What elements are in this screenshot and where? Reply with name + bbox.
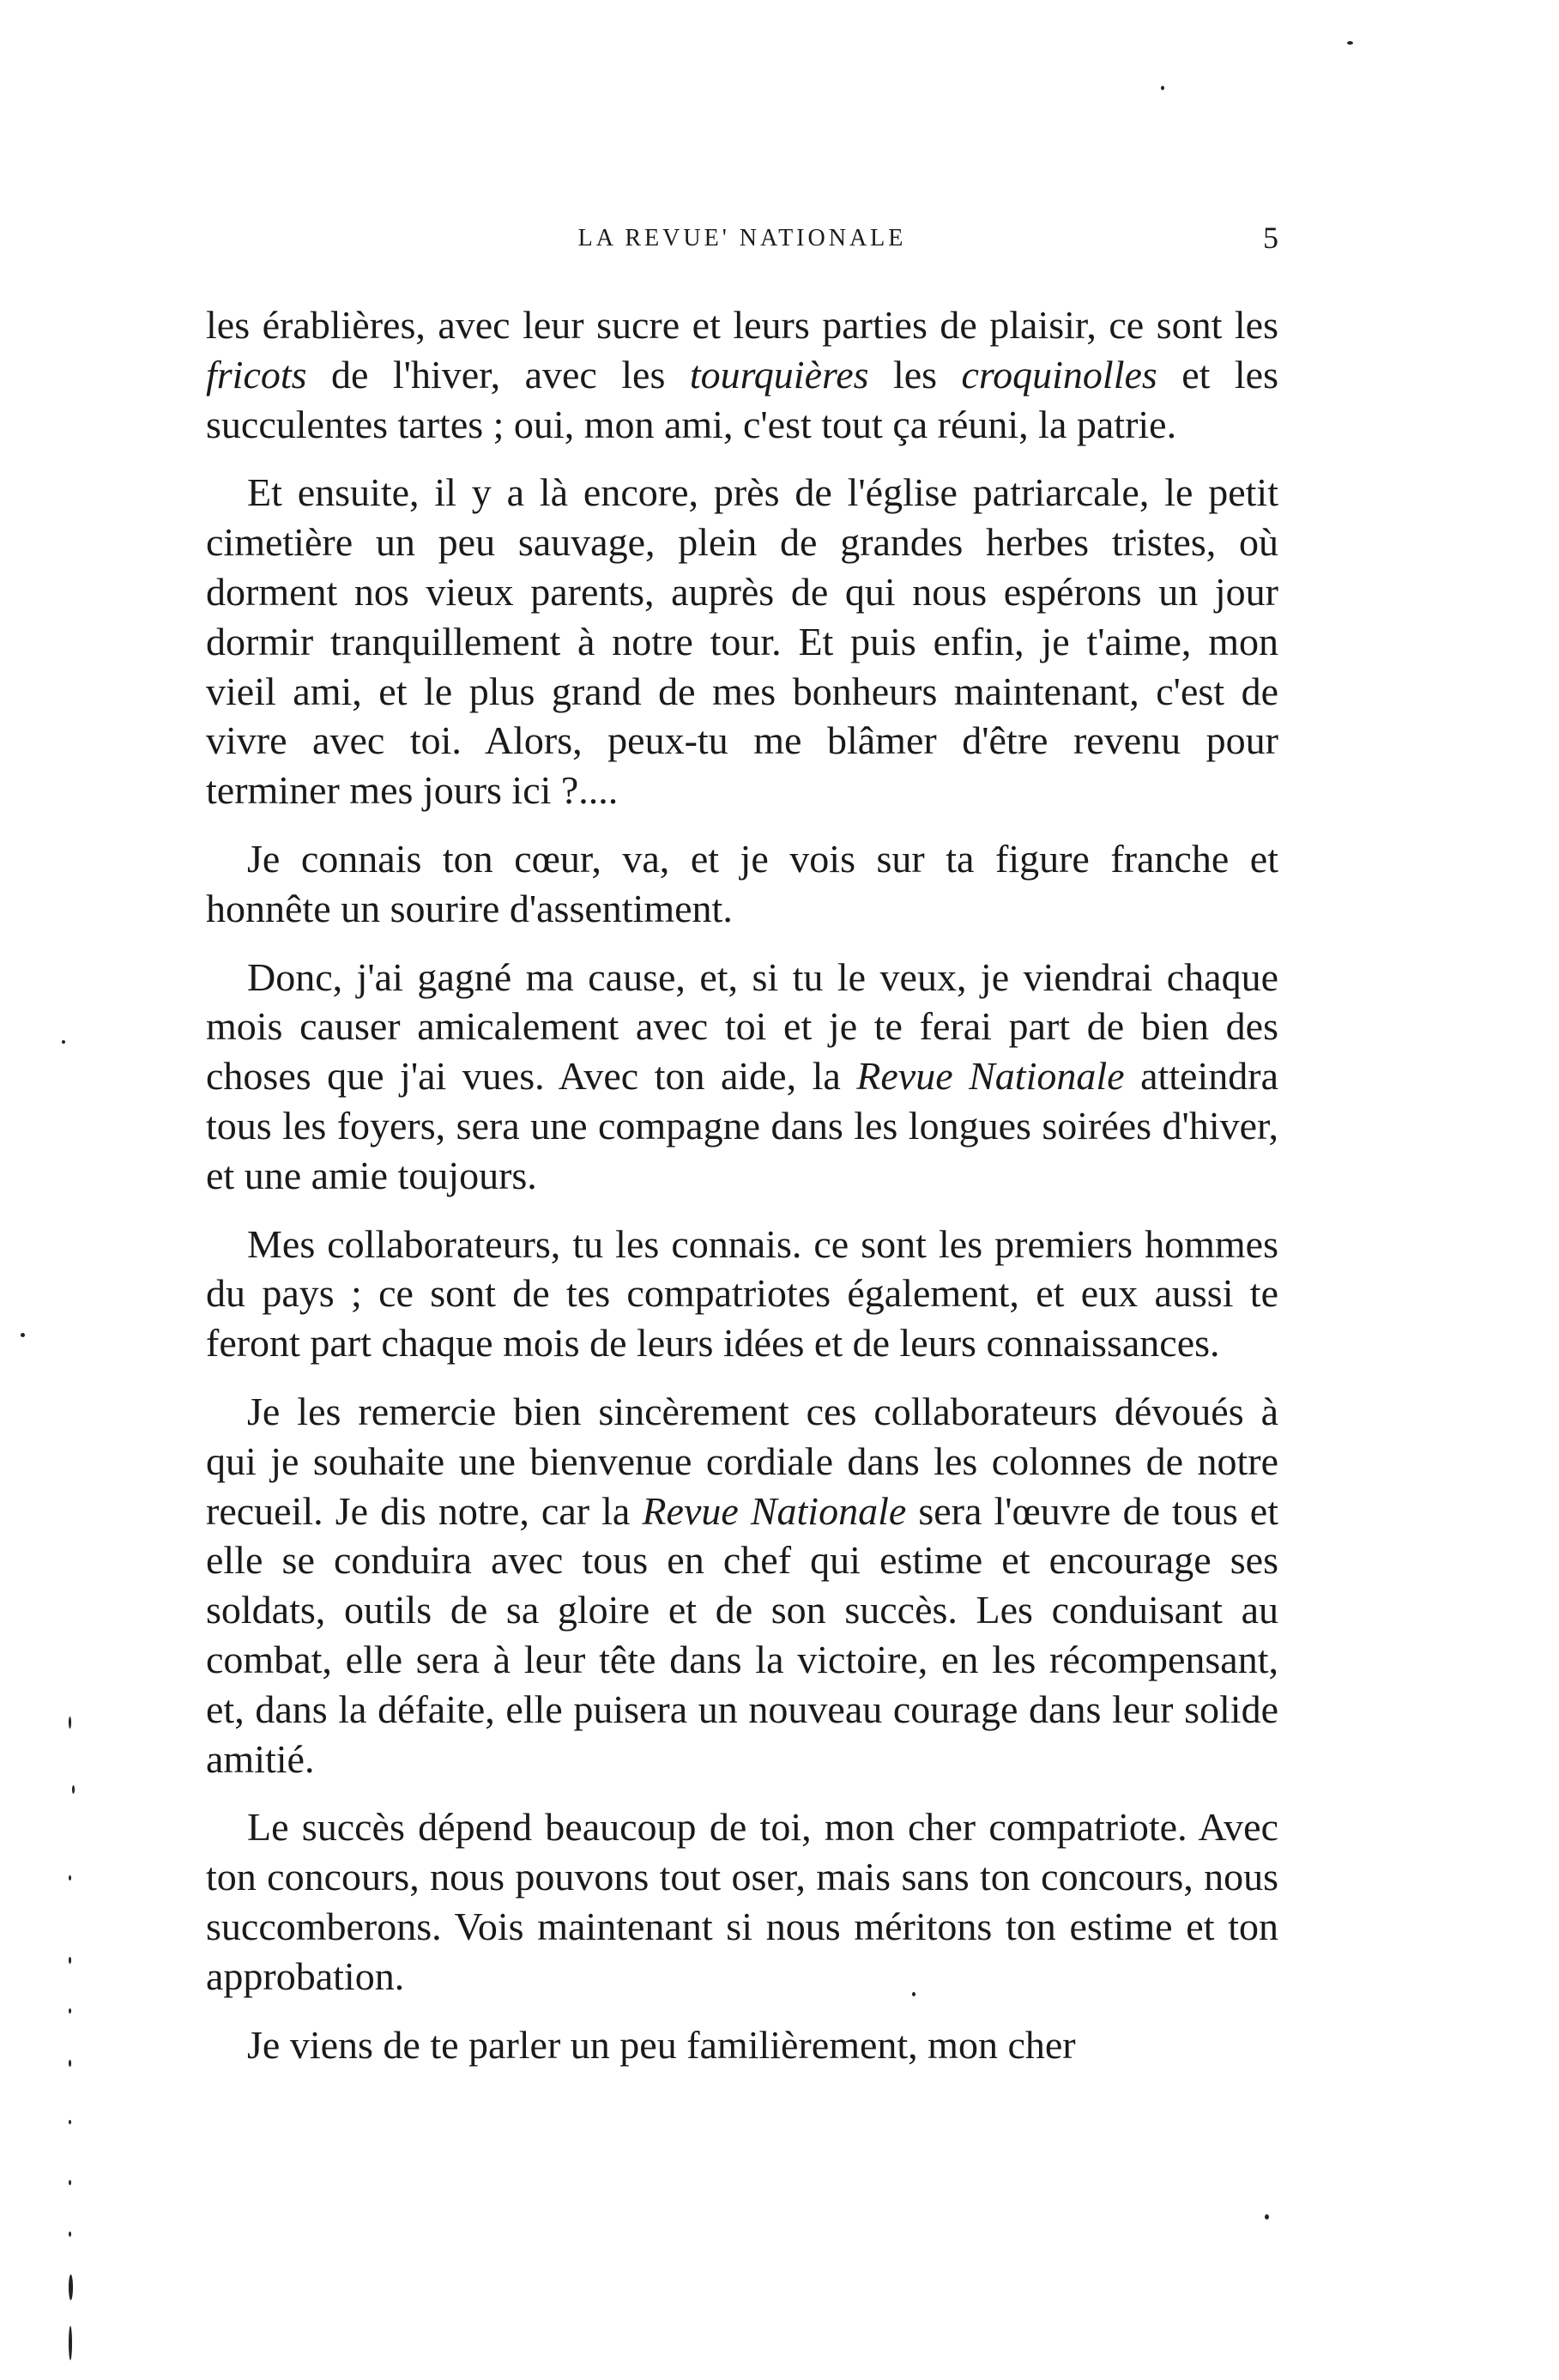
paragraph-6 (206, 1387, 1278, 1783)
paragraph-6-text: Je les remercie bien sincèrement ces collaborateurs dévoués à qui je souhaite une bienvenue cordiale dans les colonnes de notre recueil. Je dis notre, car la (206, 1389, 1278, 1533)
paragraph-8 (206, 2020, 1278, 2070)
body-text (206, 300, 1278, 2069)
scan-speck (69, 2008, 71, 2014)
paragraph-5 (206, 1220, 1278, 1368)
paragraph-3 (206, 834, 1278, 934)
paragraph-1-text: de l'hiver, avec les (306, 352, 690, 397)
scan-speck (69, 2232, 71, 2237)
paragraph-4-text: Donc, j'ai gagné ma cause, et, si tu le veux, je viendrai chaque mois causer amicalement avec toi et je te ferai part de bien des choses que j'ai vues. Avec ton aide, la (206, 954, 1278, 1099)
paragraph-1-text: les érablières, avec leur sucre et leurs parties de plaisir, ce sont les (206, 303, 1278, 347)
paragraph-7 (206, 1802, 1278, 2001)
scan-speck (69, 1717, 71, 1729)
scan-speck (69, 2120, 71, 2124)
running-title: LA REVUE' NATIONALE (577, 225, 907, 251)
running-head (206, 221, 1278, 259)
italic-term-tourquieres: tourquières (689, 352, 869, 397)
page-number: 5 (1263, 221, 1278, 255)
scan-speck (21, 1333, 25, 1337)
italic-term-fricots: fricots (206, 352, 307, 397)
paragraph-1 (206, 300, 1278, 449)
scan-speck (1347, 41, 1353, 45)
italic-title-revue-nationale: Revue Nationale (856, 1054, 1125, 1099)
italic-term-croquinolles: croquinolles (961, 352, 1157, 397)
paragraph-6-text: sera l'œuvre de tous et elle se conduira avec tous en chef qui estime et encourage ses soldats, outils de sa gloire et de son succès. Les conduisant au combat, elle sera à leur tête dans la victoire, en les récompensant, et, dans la défaite, elle puisera un nouveau courage dans leur solide amitié. (206, 1488, 1278, 1781)
scan-speck (69, 1957, 71, 1964)
paragraph-4 (206, 953, 1278, 1201)
italic-title-revue-nationale: Revue Nationale (642, 1488, 907, 1533)
paragraph-7-text: Le succès dépend beaucoup de toi, mon cher compatriote. Avec ton concours, nous pouvons tout oser, mais sans ton concours, nous succomberons. Vois maintenant si nous méritons ton estime et ton approbation. (206, 1805, 1278, 1998)
paragraph-1-text: les (868, 352, 962, 397)
scan-speck (69, 2326, 72, 2360)
paragraph-2 (206, 468, 1278, 815)
scan-speck (69, 2274, 73, 2300)
scan-speck (69, 1875, 71, 1880)
paragraph-8-text: Je viens de te parler un peu familièrement, mon cher (247, 2022, 1076, 2067)
paragraph-3-text: Je connais ton cœur, va, et je vois sur ta figure franche et honnête un sourire d'assentiment. (206, 836, 1278, 930)
scan-speck (1265, 2214, 1269, 2220)
scan-speck (69, 2060, 71, 2067)
scan-speck (69, 2180, 71, 2185)
scan-speck (62, 1040, 65, 1044)
paragraph-2-text: Et ensuite, il y a là encore, près de l'église patriarcale, le petit cimetière un peu sauvage, plein de grandes herbes tristes, où dorment nos vieux parents, auprès de qui nous espérons un jour dormir tranquillement à notre tour. Et puis enfin, je t'aime, mon vieil ami, et le plus grand de mes bonheurs maintenant, c'est de vivre avec toi. Alors, peux-tu me blâmer d'être revenu pour terminer mes jours ici ?.... (206, 470, 1278, 813)
paragraph-5-text: Mes collaborateurs, tu les connais. ce sont les premiers hommes du pays ; ce sont de tes compatriotes également, et eux aussi te feront part chaque mois de leurs idées et de leurs connaissances. (206, 1221, 1278, 1366)
paragraph-4-text: atteindra tous les foyers, sera une compagne dans les longues soirées d'hiver, et une amie toujours. (206, 1054, 1278, 1197)
scan-speck (1161, 86, 1164, 90)
paragraph-1-text: et les succulentes tartes ; oui, mon ami, c'est tout ça réuni, la patrie. (206, 352, 1278, 446)
scan-speck (912, 1992, 915, 1996)
scan-speck (72, 1785, 75, 1794)
